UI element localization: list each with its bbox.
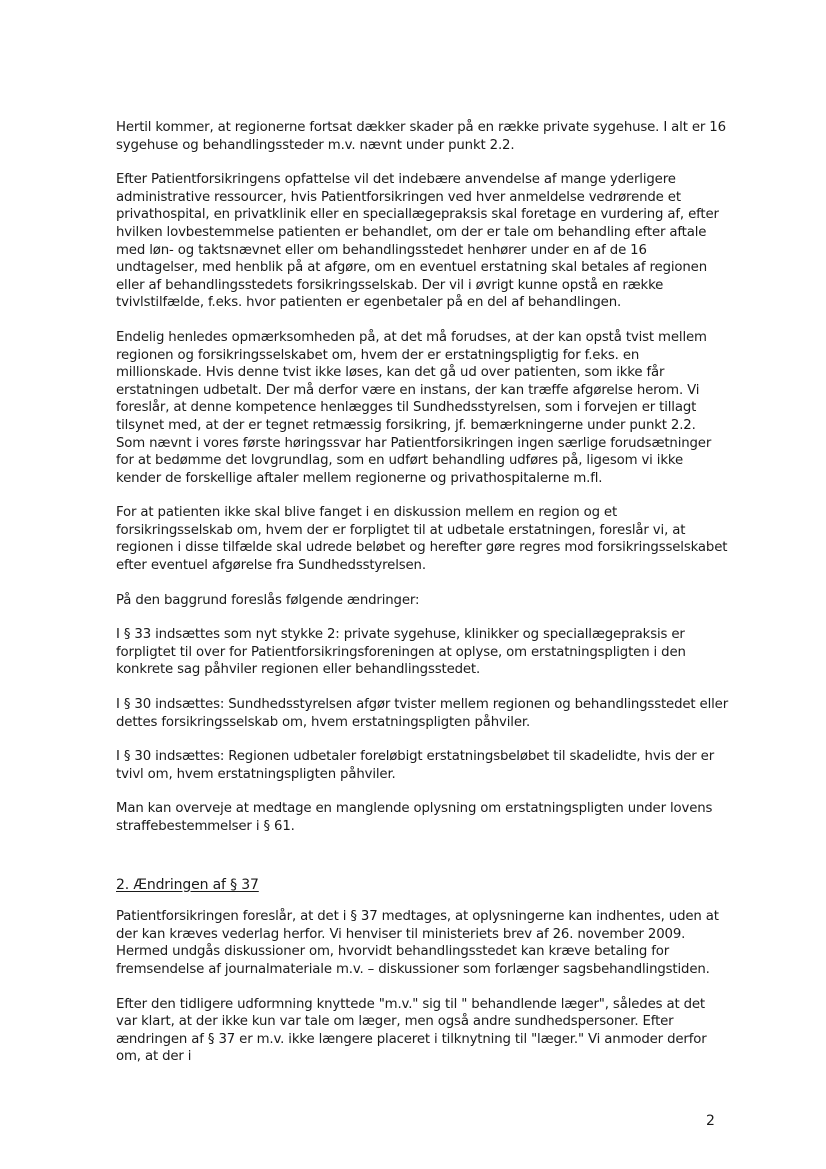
paragraph: Efter Patientforsikringens opfattelse vil det indebære anvendelse af mange yderligere administrative ressourcer, hvis Patientforsikringen ved hver anmeldelse vedrørende et privathospital, en privatklinik eller en speciallægepraksis skal foretage en vurdering af, efter hvilken lovbestemmelse patienten er behandlet, om der er tale om behandling efter aftale med løn- og taktsnævnet eller om behandlingsstedet henhører under en af de 16 undtagelser, med henblik på at afgøre, om en eventuel erstatning skal betales af regionen eller af behandlingsstedets forsikringsselskab. Der vil i øvrigt kunne opstå en række tvivlstilfælde, f.eks. hvor patienten er egenbetaler på en del af behandlingen.: [116, 172, 719, 311]
paragraph: På den baggrund foreslås følgende ændringer:: [116, 592, 420, 608]
paragraph: I § 30 indsættes: Sundhedsstyrelsen afgør tvister mellem regionen og behandlingsstedet eller dettes forsikringsselskab om, hvem erstatningspligten påhviler.: [116, 697, 729, 730]
paragraph: Efter den tidligere udformning knyttede "m.v." sig til " behandlende læger", således at det var klart, at der ikke kun var tale om læger, men også andre sundhedspersoner. Efter ændringen af § 37 er m.v. ikke længere placeret i tilknytning til "læger." Vi anmoder derfor om, at der i: [116, 996, 707, 1065]
paragraph: Endelig henledes opmærksomheden på, at det må forudses, at der kan opstå tvist mellem regionen og forsikringsselskabet om, hvem der er erstatningspligtig for f.eks. en millionskade. Hvis denne tvist ikke løses, kan det gå ud over patienten, som ikke får erstatningen udbetalt. Der må derfor være en instans, der kan træffe afgørelse herom. Vi foreslår, at denne kompetence henlægges til Sundhedsstyrelsen, som i forvejen er tillagt tilsynet med, at der er tegnet retmæssig forsikring, jf. bemærkningerne under punkt 2.2. Som nævnt i vores første høringssvar har Patientforsikringen ingen særlige forudsætninger for at bedømme det lovgrundlag, som en udført behandling udføres på, ligesom vi ikke kender de forskellige aftaler mellem regionerne og privathospitalerne m.fl.: [116, 329, 712, 486]
section-heading: 2. Ændringen af § 37: [116, 876, 259, 893]
paragraph: I § 30 indsættes: Regionen udbetaler foreløbigt erstatningsbeløbet til skadelidte, hvis der er tvivl om, hvem erstatningspligten påhviler.: [116, 749, 715, 782]
document-body: [116, 119, 728, 1083]
page-number: 2: [706, 1113, 715, 1129]
paragraph: Patientforsikringen foreslår, at det i § 37 medtages, at oplysningerne kan indhentes, uden at der kan kræves vederlag herfor. Vi henviser til ministeriets brev af 26. november 2009. Hermed undgås diskussioner om, hvorvidt behandlingsstedet kan kræve betaling for fremsendelse af journalmateriale m.v. – diskussioner som forlænger sagsbehandlingstiden.: [116, 909, 719, 977]
paragraph: Hertil kommer, at regionerne fortsat dækker skader på en række private sygehuse. I alt er 16 sygehuse og behandlingssteder m.v. nævnt under punkt 2.2.: [116, 120, 726, 153]
paragraph: I § 33 indsættes som nyt stykke 2: private sygehuse, klinikker og speciallægepraksis er forpligtet til over for Patientforsikringsforeningen at oplyse, om erstatningspligten i den konkrete sag påhviler regionen eller behandlingsstedet.: [116, 627, 686, 678]
paragraph: Man kan overveje at medtage en manglende oplysning om erstatningspligten under lovens straffebestemmelser i § 61.: [116, 801, 713, 834]
paragraph: For at patienten ikke skal blive fanget i en diskussion mellem en region og et forsikringsselskab om, hvem der er forpligtet til at udbetale erstatningen, foreslår vi, at regionen i disse tilfælde skal udrede beløbet og herefter gøre regres mod forsikringsselskabet efter eventuel afgørelse fra Sundhedsstyrelsen.: [116, 505, 728, 574]
